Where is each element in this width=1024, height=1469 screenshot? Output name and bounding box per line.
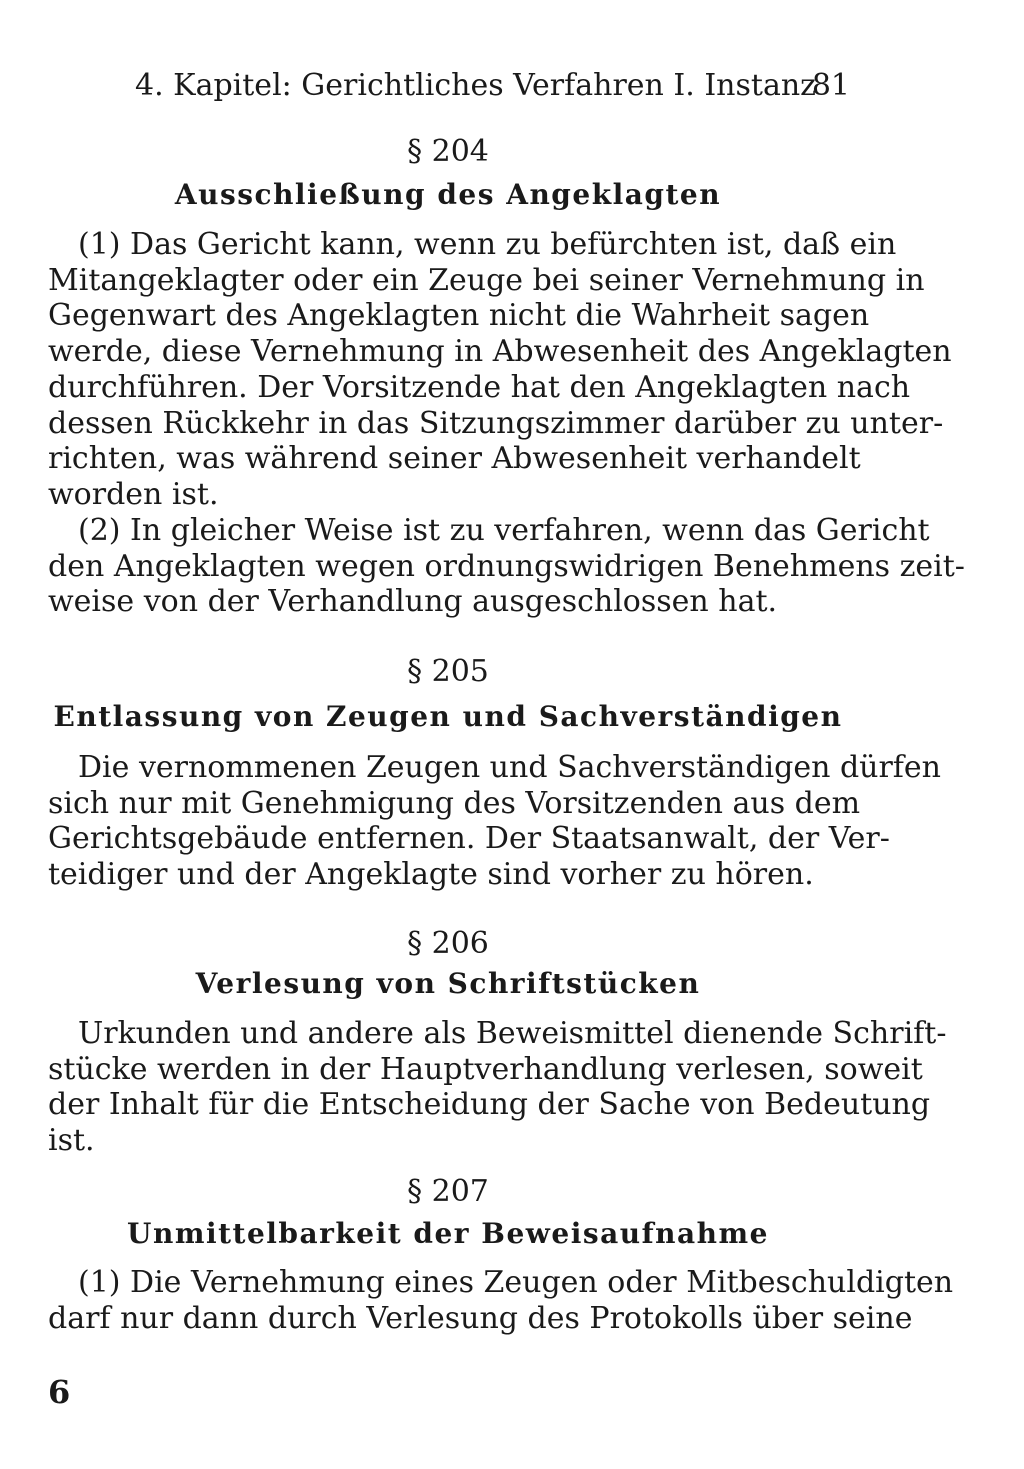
- text-line: Mitangeklagter oder ein Zeuge bei seiner Vernehmung in: [48, 262, 925, 298]
- text-line: der Inhalt für die Entscheidung der Sache von Bedeutung: [48, 1087, 931, 1123]
- text-line: Die vernommenen Zeugen und Sachverständigen dürfen: [78, 750, 941, 785]
- text-line: darf nur dann durch Verlesung des Protokolls über seine: [48, 1300, 913, 1336]
- paragraph: [48, 750, 941, 893]
- text-line: dessen Rückkehr in das Sitzungszimmer darüber zu unter-: [48, 405, 944, 441]
- text-line: Urkunden und andere als Beweismittel dienende Schrift-: [78, 1016, 947, 1051]
- text-line: sich nur mit Genehmigung des Vorsitzenden aus dem: [48, 785, 861, 821]
- section-title: Ausschließung des Angeklagten: [174, 178, 722, 211]
- text-line: (2) In gleicher Weise ist zu verfahren, wenn das Gericht: [78, 513, 930, 548]
- section-number: § 205: [407, 654, 489, 689]
- section-number: § 204: [407, 134, 489, 169]
- text-line: Gegenwart des Angeklagten nicht die Wahrheit sagen: [48, 298, 870, 334]
- text-line: durchführen. Der Vorsitzende hat den Angeklagten nach: [48, 369, 911, 405]
- running-header: [135, 66, 850, 106]
- section-title: Unmittelbarkeit der Beweisaufnahme: [127, 1217, 769, 1250]
- paragraph: [48, 227, 952, 513]
- paragraph: [48, 513, 965, 620]
- text-line: weise von der Verhandlung ausgeschlossen hat.: [48, 584, 778, 620]
- text-line: stücke werden in der Hauptverhandlung verlesen, soweit: [48, 1051, 923, 1087]
- section-number: § 206: [407, 926, 489, 961]
- text-line: worden ist.: [48, 476, 219, 512]
- text-line: (1) Die Vernehmung eines Zeugen oder Mitbeschuldigten: [78, 1265, 954, 1300]
- page-number: 81: [811, 68, 850, 103]
- section-title: Verlesung von Schriftstücken: [195, 967, 701, 1000]
- signature-mark: 6: [48, 1373, 71, 1411]
- text-line: werde, diese Vernehmung in Abwesenheit des Angeklagten: [48, 334, 952, 370]
- paragraph: [48, 1016, 947, 1159]
- text-line: ist.: [48, 1123, 95, 1159]
- section-title: Entlassung von Zeugen und Sachverständigen: [53, 700, 843, 733]
- chapter-title: 4. Kapitel: Gerichtliches Verfahren I. Instanz: [135, 68, 816, 103]
- paragraph: [48, 1265, 954, 1336]
- text-line: (1) Das Gericht kann, wenn zu befürchten ist, daß ein: [78, 227, 897, 262]
- text-line: den Angeklagten wegen ordnungswidrigen Benehmens zeit-: [48, 548, 965, 584]
- text-line: richten, was während seiner Abwesenheit verhandelt: [48, 441, 861, 477]
- text-line: teidiger und der Angeklagte sind vorher zu hören.: [48, 857, 814, 893]
- section-number: § 207: [407, 1174, 489, 1209]
- text-line: Gerichtsgebäude entfernen. Der Staatsanwalt, der Ver-: [48, 821, 890, 857]
